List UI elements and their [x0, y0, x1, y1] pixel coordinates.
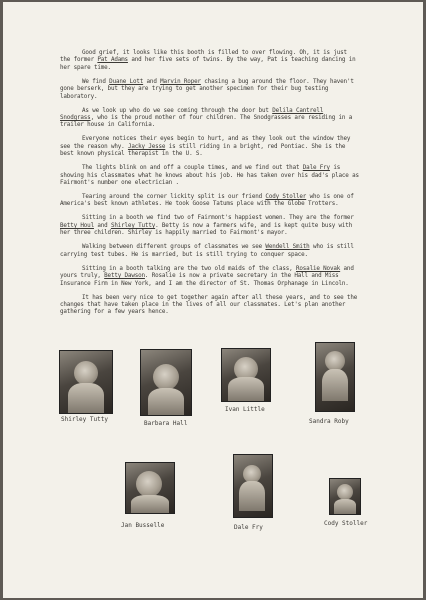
paragraph [60, 108, 360, 130]
paragraph-text: It has been very nice to get together again after all these years, and to see the changes that have taken place in the lives of all our classmates. Let's plan another gathering for a few years hence. [60, 294, 358, 316]
classmate-name: Wendell Smith [265, 244, 310, 251]
paragraph-text: Walking between different groups of classmates we see [82, 244, 266, 251]
paragraph [60, 194, 360, 209]
paragraph [60, 136, 360, 158]
paragraph-text: who is one of America's best known athletes. He took Goose Tatums place with the Globe Trotters. [60, 194, 354, 208]
yearbook-page [3, 2, 423, 598]
paragraph-text: is still riding in a bright, red Pontiac. She is the best known physical therapist in the U. S. [60, 143, 346, 158]
classmate-name: Marvin Roper [160, 78, 201, 85]
photo-caption: Ivan Little [225, 406, 265, 413]
paragraph-text: We find [82, 78, 110, 85]
paragraph-text: who is still carrying test tubes. He is married, but is still trying to conquer space. [60, 244, 354, 258]
paragraph [60, 244, 360, 259]
paragraph-text: and her five sets of twins. By the way, Pat is teaching dancing in her spare time. [60, 57, 356, 71]
classmate-name: Pat Adams [97, 57, 128, 64]
paragraph-text: Sitting in a booth we find two of Fairmont's happiest women. They are the former [82, 215, 354, 222]
paragraph [60, 165, 360, 187]
photo-sandra-roby [315, 342, 355, 412]
paragraph-text: chasing a bug around the floor. They haven't gone berserk, but they are trying to get another specimen for their bug testing laboratory. [60, 78, 354, 100]
photo-caption: Sandra Roby [309, 418, 349, 425]
paragraph-text: As we look up who do we see coming through the door but [82, 107, 273, 114]
classmate-name: Delila Cantrell Snodgrass [60, 107, 324, 122]
paragraph-text: The lights blink on and off a couple times, and we find out that [82, 165, 303, 172]
paragraph-text: , who is the proud mother of four children. The Snodgrasses are residing in a trailer house in California. [60, 115, 353, 129]
classmate-name: Duane Lott [109, 78, 144, 85]
photo-barbara-hall [140, 349, 192, 416]
photo-dale-fry [233, 454, 273, 518]
photo-caption: Barbara Hall [144, 420, 188, 427]
classmate-name: Betty Dawson [104, 273, 145, 280]
photo-ivan-little [221, 348, 271, 402]
paragraph-text: is showing his classmates what he knows about his job. He has taken over his dad's place as Fairmont's number one electrician . [60, 165, 359, 187]
classmate-name: Rosalie Novak [295, 265, 341, 272]
paragraph-text: Sitting in a booth talking are the two old maids of the class, [82, 265, 296, 272]
paragraph-text: and yours truly, [60, 265, 354, 280]
photo-jan-busselle [125, 462, 175, 514]
paragraph [60, 50, 360, 72]
class-prophecy-text [60, 50, 360, 323]
paragraph [60, 215, 360, 237]
classmate-name: Dale Fry [302, 165, 330, 172]
photo-caption: Cody Stoller [324, 520, 368, 527]
paragraph-text: Good grief, it looks like this booth is filled to over flowing. Oh, it is just the former [60, 50, 347, 64]
paragraph-text: Everyone notices their eyes begin to hurt, and as they look out the window they see the reason why. [60, 136, 351, 150]
paragraph [60, 266, 360, 288]
paragraph-text: and [93, 222, 111, 229]
photo-cody-stoller [329, 478, 361, 515]
classmate-name: Jacky Jesse [127, 143, 166, 150]
classmate-name: Shirley Tutty [110, 222, 156, 229]
photo-shirley-tutty [59, 350, 113, 414]
paragraph-text: Tearing around the corner lickity split is our friend [82, 194, 266, 201]
paragraph [60, 79, 360, 101]
paragraph-text: and [143, 78, 161, 85]
paragraph [60, 295, 360, 317]
paragraph-text: . Betty is now a farmers wife, and is kept quite busy with her three children. Shirley is happily married to Fairmont's mayor. [60, 222, 353, 237]
classmate-name: Betty Houl [60, 222, 94, 229]
photo-caption: Jan Busselle [121, 522, 165, 529]
classmate-name: Cody Stoller [265, 194, 307, 201]
paragraph-text: . Rosalie is now a private secretary in the Hall and Miss Insurance Firm in New York, and I am the director of St. Thomas Orphanage in Lincoln. [60, 273, 349, 287]
photo-caption: Shirley Tutty [61, 416, 108, 423]
photo-caption: Dale Fry [234, 524, 263, 531]
